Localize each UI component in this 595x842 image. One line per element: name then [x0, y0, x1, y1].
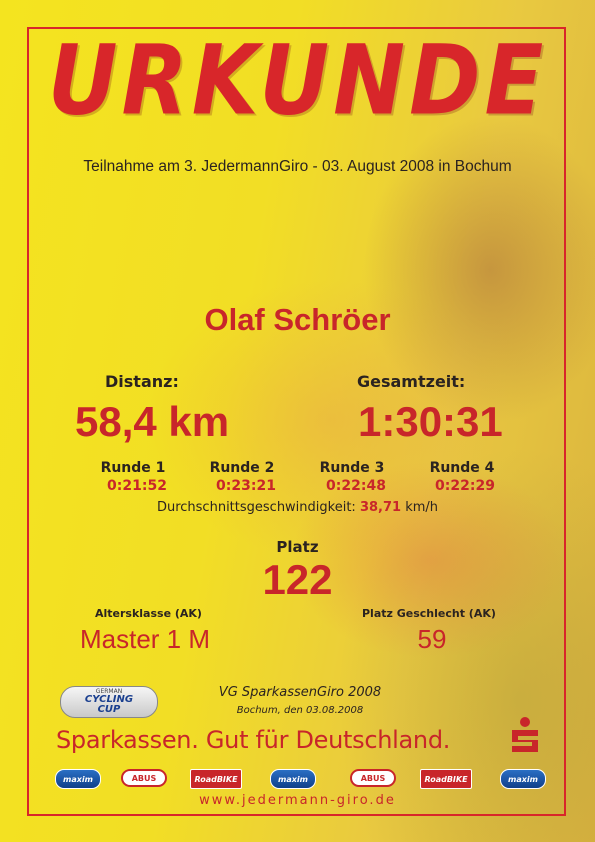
event-subtitle: Teilnahme am 3. JedermannGiro - 03. August 2008 in Bochum — [83, 158, 512, 175]
round-2-time: 0:23:21 — [216, 478, 276, 494]
website-link[interactable]: www.jedermann-giro.de — [199, 793, 396, 808]
page-title: URKUNDE — [47, 25, 548, 137]
sponsor-abus-1: ABUS — [121, 769, 167, 787]
average-speed-label: Durchschnittsgeschwindigkeit: — [156, 500, 356, 515]
age-class-label: Altersklasse (AK) — [95, 607, 202, 620]
sponsor-maxim-1: maxim — [55, 769, 101, 789]
gender-place-label: Platz Geschlecht (AK) — [362, 607, 496, 620]
organizer: VG SparkassenGiro 2008 — [218, 685, 382, 700]
cup-logo-line3: CUP — [97, 704, 121, 715]
distance-label: Distanz: — [105, 372, 179, 391]
participant-name: Olaf Schröer — [204, 302, 391, 337]
round-3-label: Runde 3 — [319, 460, 385, 476]
german-cycling-cup-logo — [60, 686, 158, 718]
average-speed-unit: km/h — [405, 500, 439, 515]
sparkasse-slogan: Sparkassen. Gut für Deutschland. — [56, 726, 451, 754]
total-time-label: Gesamtzeit: — [357, 372, 466, 391]
average-speed-value: 38,71 — [359, 500, 402, 515]
round-1-time: 0:21:52 — [107, 478, 167, 494]
place-value: 122 — [262, 556, 333, 603]
sponsor-abus-2: ABUS — [350, 769, 396, 787]
round-4-label: Runde 4 — [429, 460, 495, 476]
gender-place-value: 59 — [417, 624, 447, 654]
round-1-label: Runde 1 — [100, 460, 166, 476]
round-3-time: 0:22:48 — [326, 478, 386, 494]
distance-value: 58,4 km — [75, 398, 230, 445]
average-speed — [0, 500, 595, 515]
age-class-value: Master 1 M — [80, 624, 211, 654]
sponsor-maxim-3: maxim — [500, 769, 546, 789]
round-2-label: Runde 2 — [209, 460, 275, 476]
total-time-value: 1:30:31 — [358, 398, 503, 445]
place-label: Platz — [276, 538, 319, 556]
sponsor-maxim-2: maxim — [270, 769, 316, 789]
sponsor-roadbike-1: RoadBIKE — [190, 769, 242, 789]
cup-logo-line1: GERMAN — [95, 687, 123, 695]
sponsor-roadbike-2: RoadBIKE — [420, 769, 472, 789]
place-date: Bochum, den 03.08.2008 — [236, 705, 364, 716]
sparkasse-logo-icon — [508, 716, 542, 754]
cup-logo-line2: CYCLING — [84, 693, 134, 705]
round-4-time: 0:22:29 — [435, 478, 495, 494]
